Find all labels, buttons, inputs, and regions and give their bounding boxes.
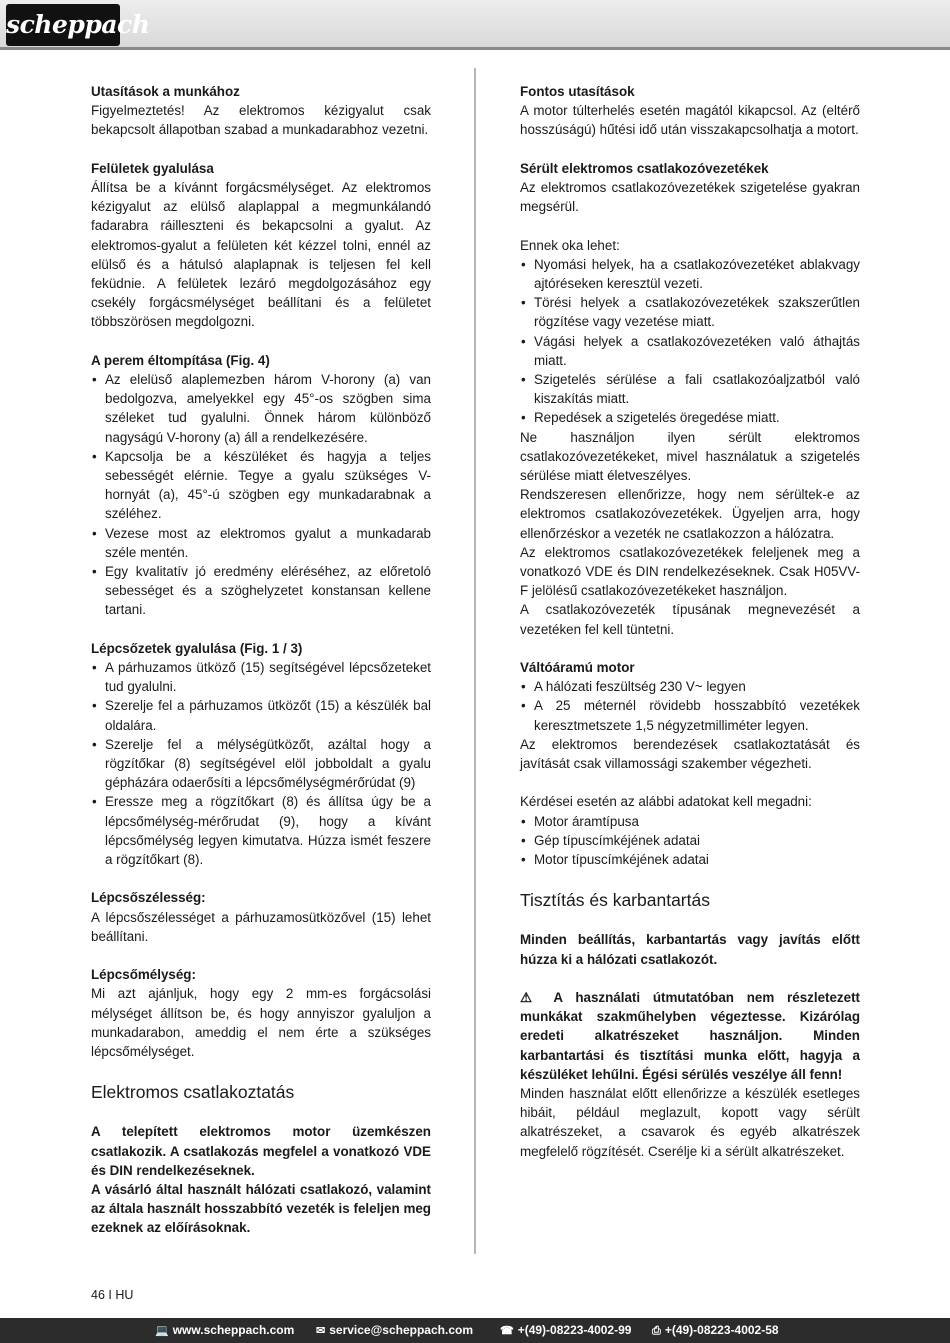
- section-text: Rendszeresen ellenőrizze, hogy nem sérültek-e az elektromos csatlakozóvezetékek. Ügyeljen arra, hogy ellenőrzéskor a vezeték ne csatlakozzon a hálózatra.: [520, 487, 860, 541]
- footer-fax: [652, 1318, 779, 1343]
- section-ac-motor: [520, 658, 860, 773]
- heading-cleaning-maintenance: Tisztítás és karbantartás: [520, 890, 710, 911]
- bullet-list: [91, 658, 431, 869]
- list-item: • Szerelje fel a párhuzamos ütközőt (15) a készülék bal oldalára.: [91, 696, 431, 734]
- section-text: Az elektromos csatlakozóvezetékek feleljenek meg a vonatkozó VDE és DIN rendelkezéseknek. Csak H05VV-F jelölésű csatlakozóvezetékeket használjon.: [520, 544, 860, 599]
- section-text: Mi azt ajánljuk, hogy egy 2 mm-es forgácsolási mélységet állítson be, és hogy annyiszor gyaluljon a munkadarabon, ameddig el nem érte a szükséges lépcsőmélységet.: [91, 986, 431, 1060]
- section-text: Az elektromos csatlakozóvezetékek szigetelése gyakran megsérül.: [520, 180, 860, 215]
- computer-icon: 💻: [155, 1325, 169, 1337]
- email-icon: ✉: [316, 1325, 326, 1337]
- fax-icon: ⎙: [652, 1325, 661, 1337]
- section-title: Fontos utasítások: [520, 84, 635, 99]
- section-title: Lépcsőmélység:: [91, 967, 196, 983]
- scheppach-logo: scheppach: [6, 4, 120, 46]
- section-work-instructions: [91, 82, 431, 140]
- page-header: [0, 0, 950, 50]
- bullet-list: [520, 255, 860, 428]
- section-text: Ne használjon ilyen sérült elektromos csatlakozóvezetékeket, mivel használatuk a szigetelés sérülése miatt életveszélyes.: [520, 429, 860, 484]
- section-title: Felületek gyalulása: [91, 160, 214, 176]
- list-item: • Egy kvalitatív jó eredmény eléréséhez, az előretoló sebességet és a szöghelyzetet konstansan kellene tartani.: [91, 562, 431, 620]
- cleaning-text: Minden használat előtt ellenőrizze a készülék esetleges hibáit, például meglazult, kopott vagy sérült alkatrészeket, a csavarok és egyéb alkatrészek megfelelő rögzítését. Cserélje ki a sérült alkatrészeket.: [520, 1086, 860, 1159]
- list-item: • A 25 méternél rövidebb hosszabbító vezetékek keresztmetszete 1,5 négyzetmilliméter legyen.: [520, 696, 860, 734]
- section-enquiries: [520, 792, 860, 869]
- section-title: Váltóáramú motor: [520, 660, 635, 676]
- page-number: 46 I HU: [91, 1288, 134, 1302]
- section-important-notes: [520, 82, 860, 140]
- electrical-note-1: A telepített elektromos motor üzemkészen csatlakozik. A csatlakozás megfelel a vonatkozó VDE és DIN rendelkezéseknek.: [91, 1124, 431, 1178]
- right-column: [520, 82, 860, 1161]
- list-item: • Az elelüső alaplemezben három V-horony (a) van bedolgozva, amelyekkel egy 45°-os szögben sima széleket tud gyalulni. Önnek három különböző nagyságú V-horony (a) áll a rendelkezésére.: [91, 370, 431, 447]
- section-rebate-depth: [91, 965, 431, 1061]
- list-item: • Eressze meg a rögzítőkart (8) és állítsa úgy be a lépcsőmélység-mérőrudat (9), hogy a kívánt lépcsőmélység legyen kimutatva. Húzza ismét feszere a rögzítőkart (8).: [91, 792, 431, 869]
- section-damaged-cables: [520, 159, 860, 217]
- list-item: • Törési helyek a csatlakozóvezetékek szakszerűtlen rögzítése vagy vezetése miatt.: [520, 293, 860, 331]
- list-item: • Kapcsolja be a készüléket és hagyja a teljes sebességét elérnie. Tegye a gyalu szükséges V-hornyát (a), 45°-ú szögben egy munkadarabnak a széléhez.: [91, 447, 431, 524]
- section-text: A motor túlterhelés esetén magától kikapcsol. Az (eltérő hosszúságú) hűtési idő után visszakapcsolhatja a motort.: [520, 103, 860, 138]
- cleaning-note-1: Minden beállítás, karbantartás vagy javítás előtt húzza ki a hálózati csatlakozót.: [520, 932, 860, 967]
- page-footer: [0, 1318, 950, 1343]
- column-divider: [474, 68, 476, 1254]
- list-item: • Nyomási helyek, ha a csatlakozóvezetéket ablakvagy ajtóréseken keresztül vezeti.: [520, 255, 860, 293]
- section-text: Figyelmeztetés! Az elektromos kézigyalut csak bekapcsolt állapotban szabad a munkadarabhoz vezetni.: [91, 103, 431, 138]
- section-text: A lépcsőszélességet a párhuzamosütközővel (15) lehet beállítani.: [91, 909, 431, 944]
- footer-website[interactable]: [155, 1318, 294, 1343]
- electrical-note-2: A vásárló által használt hálózati csatlakozó, valamint az általa használt hosszabbító vezeték is feleljen meg ezeknek az előírásoknak.: [91, 1182, 431, 1236]
- section-text: Állítsa be a kívánnt forgácsmélységet. Az elektromos kézigyalut az elülső alaplappal a megmunkálandó fadarabra ráilleszteni és bekapcsolni a gyalut. Az elektromos-gyalut a felületen két kézzel tolni, ennél az elülső és a hátulsó alaplapnak is teljesen fel kell feküdnie. A felületek lezáró megdolgozásához egy csekély forgácsmélységet beállítani és a felületet többszörösen megdolgozni.: [91, 180, 431, 330]
- section-title: Utasítások a munkához: [91, 84, 240, 99]
- list-item: • Repedések a szigetelés öregedése miatt.: [520, 408, 860, 427]
- section-title: Lépcsőzetek gyalulása (Fig. 1 / 3): [91, 640, 303, 656]
- cleaning-warning: [520, 988, 860, 1084]
- list-item: • Motor típuscímkéjének adatai: [520, 850, 860, 869]
- section-surface-planing: [91, 159, 431, 332]
- section-title: Lépcsőszélesség:: [91, 890, 206, 906]
- list-item: • Szigetelés sérülése a fali csatlakozóaljzatból való kiszakítás miatt.: [520, 370, 860, 408]
- footer-email-text: service@scheppach.com: [329, 1323, 473, 1337]
- left-column: [91, 82, 431, 1238]
- warning-triangle-icon: ⚠: [520, 990, 542, 1006]
- heading-electrical-connection: Elektromos csatlakoztatás: [91, 1082, 295, 1103]
- footer-fax-text: +(49)-08223-4002-58: [664, 1323, 779, 1337]
- section-causes: [520, 236, 860, 639]
- phone-icon: ☎: [500, 1325, 514, 1337]
- section-text: A csatlakozóvezeték típusának megnevezését a vezetéken fel kell tüntetni.: [520, 602, 860, 637]
- list-item: • Vezese most az elektromos gyalut a munkadarab széle mentén.: [91, 524, 431, 562]
- bullet-list: [520, 812, 860, 870]
- footer-website-text: www.scheppach.com: [172, 1323, 295, 1337]
- bullet-list: [91, 370, 431, 620]
- section-rebate-planing: [91, 639, 431, 869]
- footer-email[interactable]: [316, 1318, 473, 1343]
- section-edge-chamfer: [91, 351, 431, 620]
- footer-phone: [500, 1318, 631, 1343]
- warning-text: A használati útmutatóban nem részletezett munkákat szakműhelyben végeztesse. Kizárólag eredeti alkatrészeket használjon. Minden karbantartási és tisztítási munka előtt, hagyja a készüléket lehűlni. Égési sérülés veszélye áll fenn!: [520, 990, 860, 1082]
- list-item: • Motor áramtípusa: [520, 812, 860, 831]
- list-item: • A hálózati feszültség 230 V~ legyen: [520, 677, 860, 696]
- list-item: • Szerelje fel a mélységütközőt, azáltal hogy a rögzítőkar (8) segítségével elöl jobboldalt a gyalu gépházára odaerősíti a lépcsőmélységmérőrúdat (9): [91, 735, 431, 793]
- list-item: • Gép típuscímkéjének adatai: [520, 831, 860, 850]
- section-rebate-width: [91, 888, 431, 946]
- section-text: Az elektromos berendezések csatlakoztatását és javítását csak villamossági szakember végezheti.: [520, 736, 860, 772]
- section-intro: Ennek oka lehet:: [520, 237, 620, 253]
- section-intro: Kérdései esetén az alábbi adatokat kell megadni:: [520, 794, 812, 810]
- list-item: • A párhuzamos ütköző (15) segítségével lépcsőzeteket tud gyalulni.: [91, 658, 431, 696]
- footer-phone-text: +(49)-08223-4002-99: [517, 1323, 632, 1337]
- section-title: A perem éltompítása (Fig. 4): [91, 352, 270, 368]
- section-title: Sérült elektromos csatlakozóvezetékek: [520, 160, 769, 176]
- list-item: • Vágási helyek a csatlakozóvezetéken való áthajtás miatt.: [520, 332, 860, 370]
- bullet-list: [520, 677, 860, 735]
